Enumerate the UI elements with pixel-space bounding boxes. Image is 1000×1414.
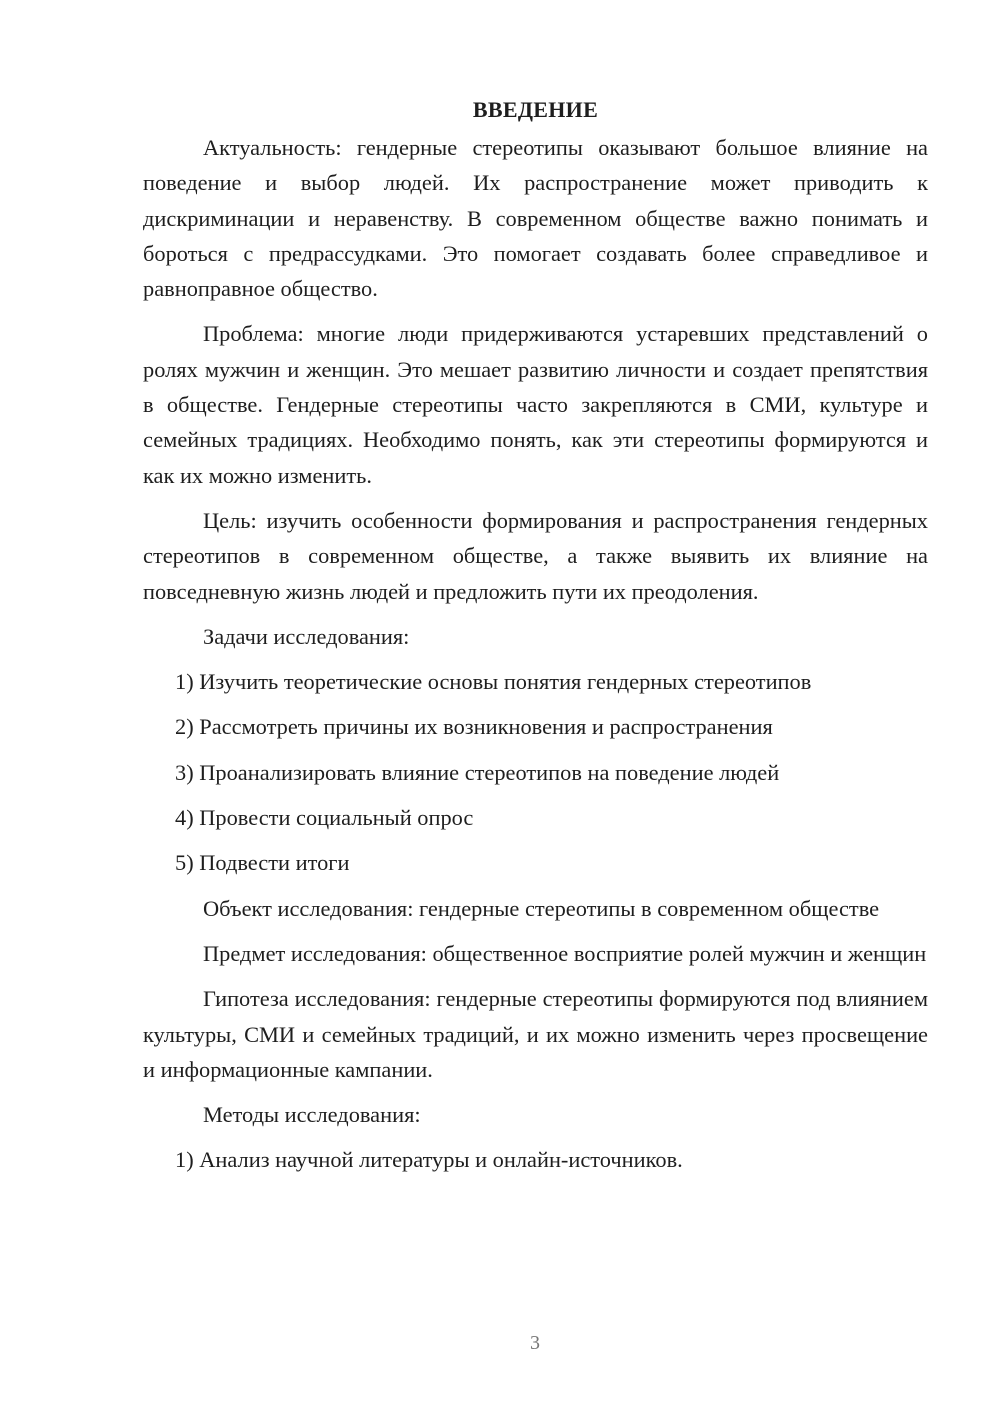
methods-heading: Методы исследования:: [203, 1102, 421, 1128]
method-item: 1) Анализ научной литературы и онлайн-источников.: [175, 1147, 683, 1173]
object-paragraph: Объект исследования: гендерные стереотипы в современном обществе: [203, 895, 880, 921]
tasks-heading: Задачи исследования:: [203, 623, 410, 649]
page-number: 3: [530, 1332, 540, 1354]
relevance-paragraph: Актуальность: гендерные стереотипы оказывают большое влияние на поведение и выбор людей. Их распространение может приводить к дискриминации и неравенству. В современном обществе важно понимать и бороться с предрассудками. Это помогает создавать более справедливое и равноправное общество.: [143, 135, 928, 302]
task-item: 2) Рассмотреть причины их возникновения и распространения: [175, 714, 773, 740]
task-item: 1) Изучить теоретические основы понятия гендерных стереотипов: [175, 669, 812, 695]
task-item: 5) Подвести итоги: [175, 850, 350, 876]
problem-paragraph: Проблема: многие люди придерживаются устаревших представлений о ролях мужчин и женщин. Это мешает развитию личности и создает препятствия в обществе. Гендерные стереотипы часто закрепляются в СМИ, культуре и семейных традициях. Необходимо понять, как эти стереотипы формируются и как их можно изменить.: [143, 321, 928, 488]
hypothesis-paragraph: Гипотеза исследования: гендерные стереотипы формируются под влиянием культуры, СМИ и семейных традиций, и их можно изменить через просвещение и информационные кампании.: [143, 986, 928, 1082]
goal-paragraph: Цель: изучить особенности формирования и распространения гендерных стереотипов в современном обществе, а также выявить их влияние на повседневную жизнь людей и предложить пути их преодоления.: [143, 507, 928, 604]
document-page: [143, 92, 928, 1178]
task-item: 3) Проанализировать влияние стереотипов на поведение людей: [175, 759, 780, 785]
section-title: ВВЕДЕНИЕ: [472, 97, 599, 122]
task-item: 4) Провести социальный опрос: [175, 805, 474, 831]
subject-paragraph: Предмет исследования: общественное восприятие ролей мужчин и женщин: [203, 940, 927, 966]
